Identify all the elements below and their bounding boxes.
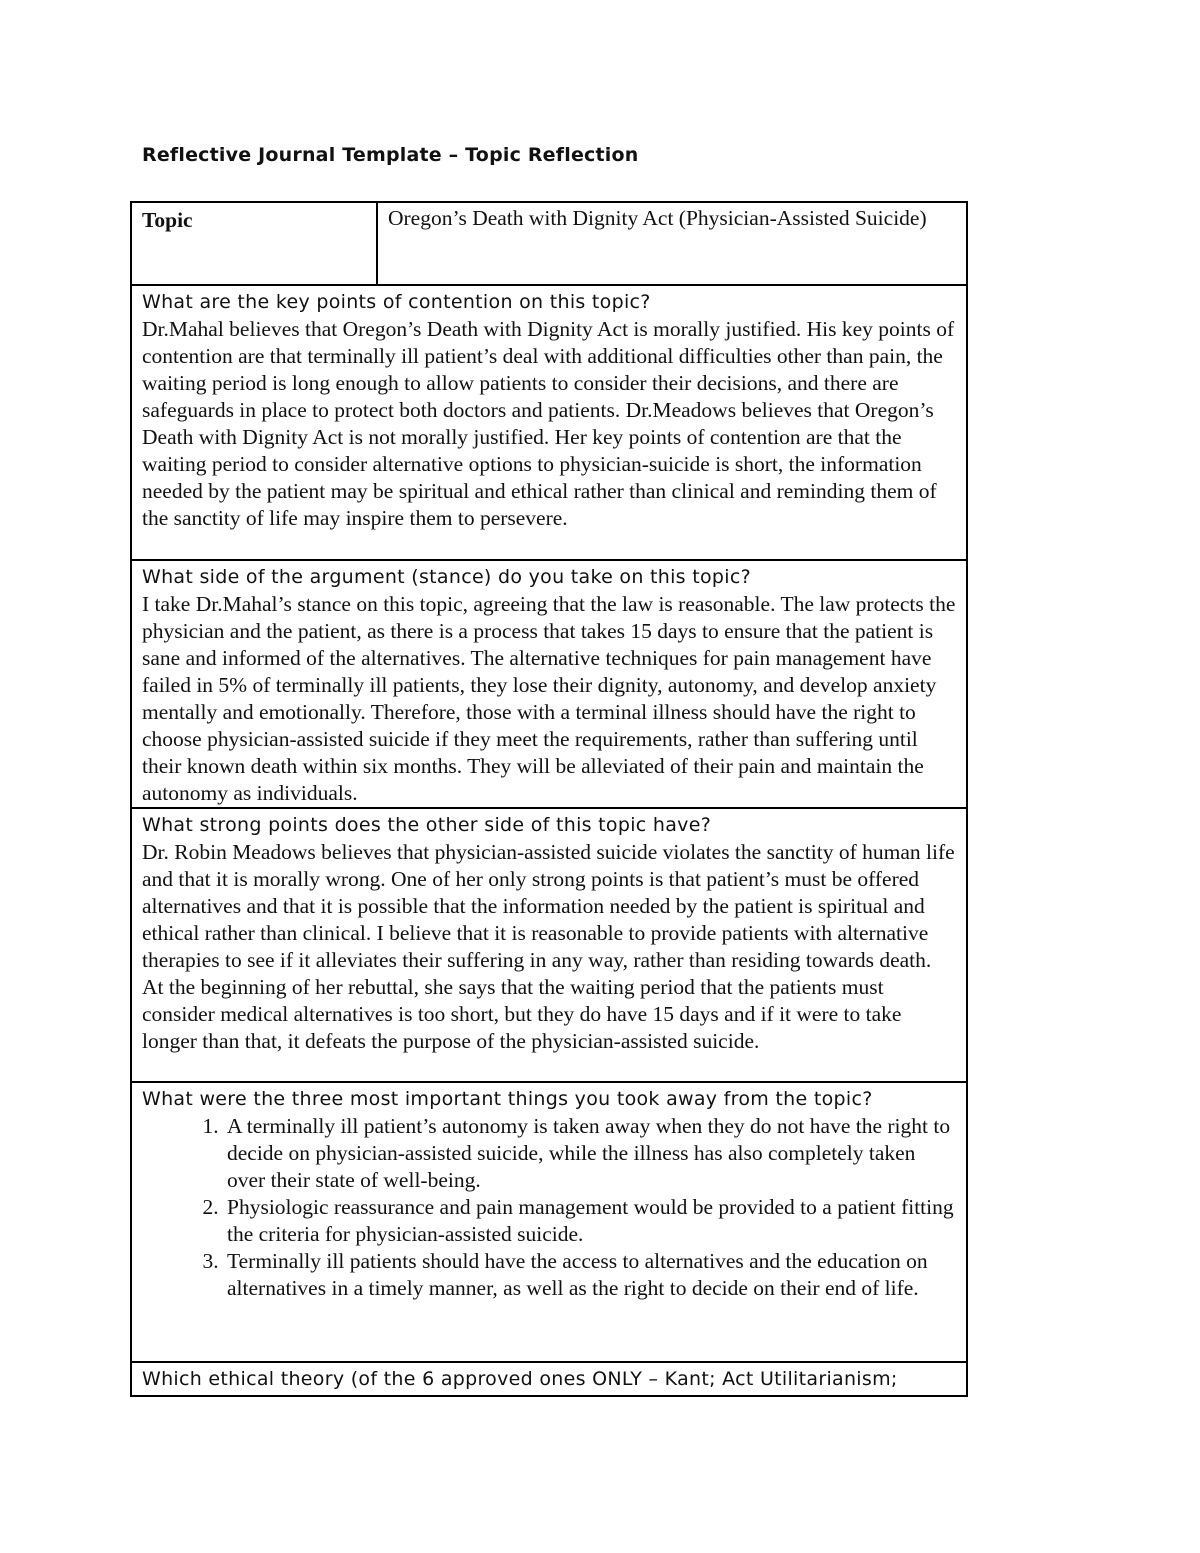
takeaway-item: 2. Physiologic reassurance and pain management would be provided to a patient fitting the criteria for physician-assisted suicide. [224, 1194, 956, 1248]
takeaways-list [142, 1113, 956, 1302]
contention-cell [131, 285, 967, 560]
takeaways-cell [131, 1082, 967, 1362]
stance-question: What side of the argument (stance) do you take on this topic? [142, 566, 751, 588]
stance-row [131, 560, 967, 808]
takeaways-row [131, 1082, 967, 1362]
topic-row [131, 202, 967, 285]
opposing-points-question: What strong points does the other side of this topic have? [142, 814, 712, 836]
opposing-points-cell [131, 808, 967, 1082]
contention-answer: Dr.Mahal believes that Oregon’s Death with Dignity Act is morally justified. His key points of contention are that terminally ill patient’s deal with additional difficulties other than pain, the waiting period is long enough to allow patients to consider their decisions, and there are safeguards in place to protect both doctors and patients. Dr.Meadows believes that Oregon’s Death with Dignity Act is not morally justified. Her key points of contention are that the waiting period to consider alternative options to physician-suicide is short, the information needed by the patient may be spiritual and ethical rather than clinical and reminding them of the sanctity of life may inspire them to persevere. [142, 317, 955, 530]
takeaways-question: What were the three most important things you took away from the topic? [142, 1088, 873, 1110]
reflection-table [130, 201, 968, 1397]
opposing-points-answer: Dr. Robin Meadows believes that physician-assisted suicide violates the sanctity of human life and that it is morally wrong. One of her only strong points is that patient’s must be offered alternatives and that it is possible that the information needed by the patient is spiritual and ethical rather than clinical. I believe that it is reasonable to provide patients with alternative therapies to see if it alleviates their suffering in any way, rather than residing towards death. At the beginning of her rebuttal, she says that the waiting period that the patients must consider medical alternatives is too short, but they do have 15 days and if it were to take longer than that, it defeats the purpose of the physician-assisted suicide. [142, 840, 955, 1053]
stance-cell [131, 560, 967, 808]
topic-label: Topic [131, 202, 377, 285]
contention-question: What are the key points of contention on this topic? [142, 291, 651, 313]
topic-value: Oregon’s Death with Dignity Act (Physician-Assisted Suicide) [377, 202, 967, 285]
stance-answer: I take Dr.Mahal’s stance on this topic, agreeing that the law is reasonable. The law protects the physician and the patient, as there is a process that takes 15 days to ensure that the patient is sane and informed of the alternatives. The alternative techniques for pain management have failed in 5% of terminally ill patients, they lose their dignity, autonomy, and develop anxiety mentally and emotionally. Therefore, those with a terminal illness should have the right to choose physician-assisted suicide if they meet the requirements, rather than suffering until their known death within six months. They will be alleviated of their pain and maintain the autonomy as individuals. [142, 592, 956, 805]
ethical-theory-question: Which ethical theory (of the 6 approved ones ONLY – Kant; Act Utilitarianism; [142, 1368, 898, 1390]
opposing-points-row [131, 808, 967, 1082]
document-title: Reflective Journal Template – Topic Reflection [142, 144, 639, 166]
takeaway-item: 1. A terminally ill patient’s autonomy is taken away when they do not have the right to decide on physician-assisted suicide, while the illness has also completely taken over their state of well-being. [224, 1113, 956, 1194]
ethical-theory-cell [131, 1362, 967, 1396]
contention-row [131, 285, 967, 560]
takeaway-item: 3. Terminally ill patients should have the access to alternatives and the education on alternatives in a timely manner, as well as the right to decide on their end of life. [224, 1248, 956, 1302]
ethical-theory-row [131, 1362, 967, 1396]
